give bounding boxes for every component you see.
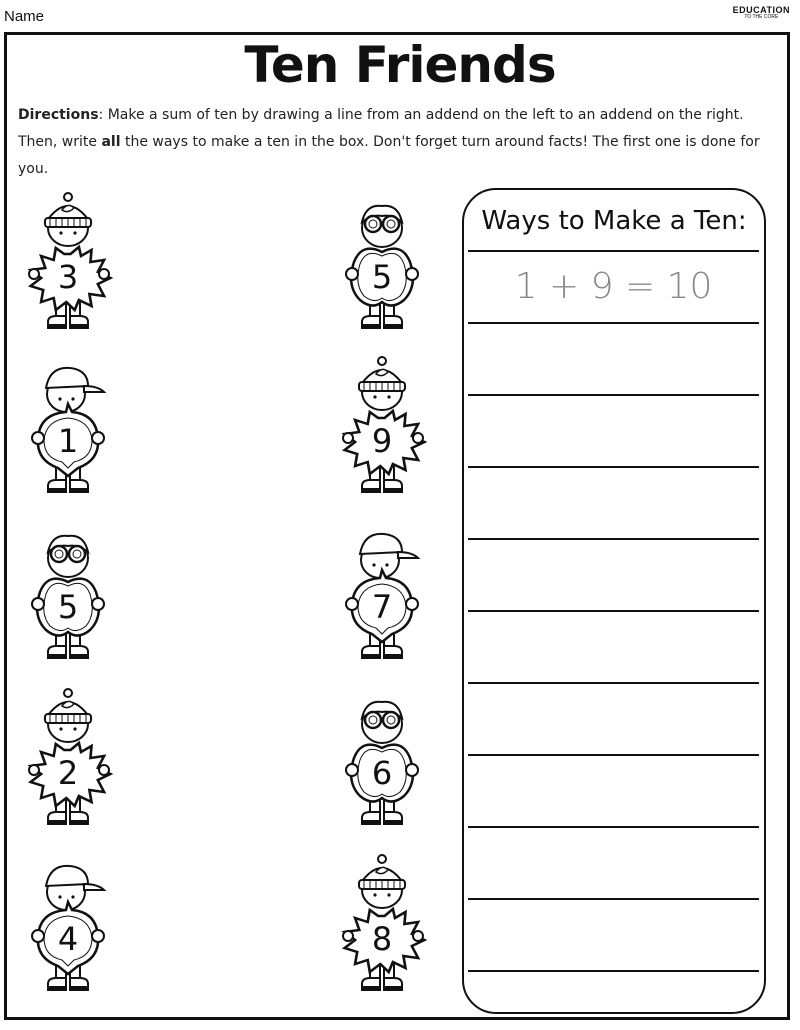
beanie-leaf-character-icon [18,684,118,834]
directions-text-2: the ways to make a ten in the box. Don't forget turn around facts! The first one is done for you. [18,134,760,177]
directions [18,102,778,183]
cap-leaf-character-icon [332,518,432,668]
directions-label: Directions [18,107,99,123]
example-answer-row [468,250,759,322]
right-addend-card[interactable] [332,352,432,502]
addend-number: 4 [57,920,79,958]
addend-number: 3 [57,258,79,296]
name-label: Name [4,8,45,25]
goggles-apple-character-icon [332,684,432,834]
addend-number: 6 [371,754,393,792]
addend-number: 2 [57,754,79,792]
beanie-leaf-character-icon [332,850,432,1000]
addend-number: 5 [57,588,79,626]
addend-number: 8 [371,920,393,958]
answer-row[interactable] [468,466,759,538]
answer-row[interactable] [468,610,759,682]
goggles-apple-character-icon [18,518,118,668]
left-addend-card[interactable] [18,188,118,338]
ways-box-title: Ways to Make a Ten: [481,206,747,236]
answer-row[interactable] [468,826,759,898]
answer-row[interactable] [468,538,759,610]
addend-number: 7 [371,588,393,626]
cap-leaf-character-icon [18,850,118,1000]
left-addend-card[interactable] [18,684,118,834]
addend-number: 1 [57,422,79,460]
left-addend-card[interactable] [18,352,118,502]
goggles-apple-character-icon [332,188,432,338]
directions-bold-word: all [101,134,121,150]
right-addend-card[interactable] [332,518,432,668]
page-title: Ten Friends [244,36,556,94]
answer-row[interactable] [468,898,759,972]
brand-logo [733,6,790,20]
ways-rows [468,250,759,972]
example-equation: 1 + 9 = 10 [514,266,713,307]
answer-row[interactable] [468,682,759,754]
answer-row[interactable] [468,754,759,826]
directions-text-1: : Make a sum of ten by drawing a line from an addend on the left to an addend on the right. Then, write [18,107,744,150]
brand-line-2: TO THE CORE [744,14,779,20]
left-addend-card[interactable] [18,850,118,1000]
addend-number: 5 [371,258,393,296]
answer-row[interactable] [468,394,759,466]
right-addend-card[interactable] [332,684,432,834]
beanie-leaf-character-icon [332,352,432,502]
answer-row[interactable] [468,322,759,394]
right-addend-card[interactable] [332,188,432,338]
left-addend-card[interactable] [18,518,118,668]
cap-leaf-character-icon [18,352,118,502]
right-addend-card[interactable] [332,850,432,1000]
beanie-leaf-character-icon [18,188,118,338]
brand-line-1: EDUCATION [732,5,790,15]
addend-number: 9 [371,422,393,460]
